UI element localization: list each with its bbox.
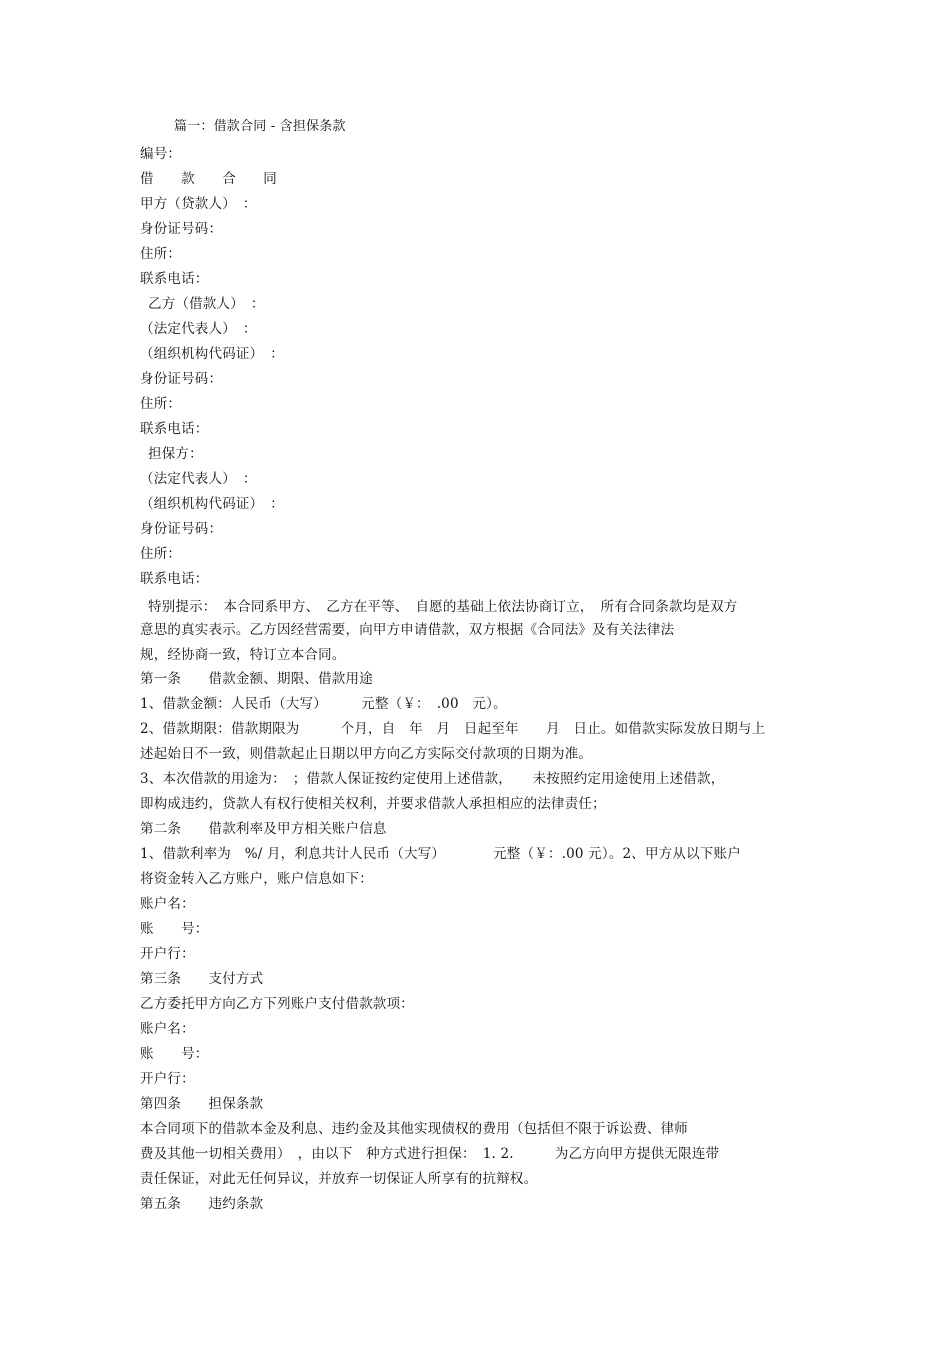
article-4-line-2: 费及其他一切相关费用） ，由以下 种方式进行担保： 1. 2. 为乙方向甲方提供无限连带 <box>140 1146 720 1162</box>
party-b-label: 乙方（借款人） ： <box>148 296 265 312</box>
party-a-phone: 联系电话： <box>140 271 209 287</box>
guarantor-org-code: （组织机构代码证） ： <box>140 496 284 512</box>
guarantor-label: 担保方： <box>148 446 203 462</box>
notice-line-3: 规，经协商一致，特订立本合同。 <box>140 647 346 663</box>
guarantor-address: 住所： <box>140 546 182 562</box>
article-3-heading: 第三条 支付方式 <box>140 971 264 987</box>
article-3-account-number: 账 号： <box>140 1046 209 1062</box>
document-title: 篇一：借款合同 - 含担保条款 <box>174 119 346 134</box>
article-1-item-2-line-1: 2、借款期限：借款期限为 个月，自 年 月 日起至年 月 日止。如借款实际发放日期与上 <box>140 721 766 737</box>
article-2-bank: 开户行： <box>140 946 195 962</box>
party-b-phone: 联系电话： <box>140 421 209 437</box>
article-2-heading: 第二条 借款利率及甲方相关账户信息 <box>140 821 387 837</box>
article-2-account-number: 账 号： <box>140 921 209 937</box>
article-4-line-3: 责任保证，对此无任何异议，并放弃一切保证人所享有的抗辩权。 <box>140 1171 538 1187</box>
party-a-address: 住所： <box>140 246 182 262</box>
article-1-item-3-line-1: 3、本次借款的用途为： ；借款人保证按约定使用上述借款， 未按照约定用途使用上述借款， <box>140 771 725 787</box>
article-2-item-1-line-1: 1、借款利率为 %/ 月，利息共计人民币（大写） 元整（￥：.00 元）。2、甲方从以下账户 <box>140 846 741 862</box>
article-5-heading: 第五条 违约条款 <box>140 1196 264 1212</box>
notice-line-1: 特别提示： 本合同系甲方、 乙方在平等、 自愿的基础上依法协商订立， 所有合同条款均是双方 <box>148 599 738 615</box>
article-2-item-1-line-2: 将资金转入乙方账户，账户信息如下： <box>140 871 373 887</box>
article-4-heading: 第四条 担保条款 <box>140 1096 264 1112</box>
article-3-account-name: 账户名： <box>140 1021 195 1037</box>
article-1-item-2-line-2: 述起始日不一致，则借款起止日期以甲方向乙方实际交付款项的日期为准。 <box>140 746 593 762</box>
article-4-line-1: 本合同项下的借款本金及利息、违约金及其他实现债权的费用（包括但不限于诉讼费、律师 <box>140 1121 688 1137</box>
guarantor-phone: 联系电话： <box>140 571 209 587</box>
guarantor-id: 身份证号码： <box>140 521 223 537</box>
guarantor-legal-rep: （法定代表人） ： <box>140 471 257 487</box>
party-a-id: 身份证号码： <box>140 221 223 237</box>
notice-line-2: 意思的真实表示。乙方因经营需要，向甲方申请借款，双方根据《合同法》及有关法律法 <box>140 622 675 638</box>
article-1-item-3-line-2: 即构成违约，贷款人有权行使相关权利，并要求借款人承担相应的法律责任； <box>140 796 606 812</box>
article-3-bank: 开户行： <box>140 1071 195 1087</box>
contract-number-label: 编号： <box>140 146 182 162</box>
article-3-text: 乙方委托甲方向乙方下列账户支付借款款项： <box>140 996 414 1012</box>
party-b-id: 身份证号码： <box>140 371 223 387</box>
article-1-item-1: 1、借款金额：人民币（大写） 元整（￥： .00 元）。 <box>140 696 507 712</box>
article-2-account-name: 账户名： <box>140 896 195 912</box>
party-b-legal-rep: （法定代表人） ： <box>140 321 257 337</box>
article-1-heading: 第一条 借款金额、期限、借款用途 <box>140 671 373 687</box>
contract-title: 借 款 合 同 <box>140 171 277 187</box>
party-b-org-code: （组织机构代码证） ： <box>140 346 284 362</box>
party-b-address: 住所： <box>140 396 182 412</box>
party-a-label: 甲方（贷款人） ： <box>140 196 257 212</box>
